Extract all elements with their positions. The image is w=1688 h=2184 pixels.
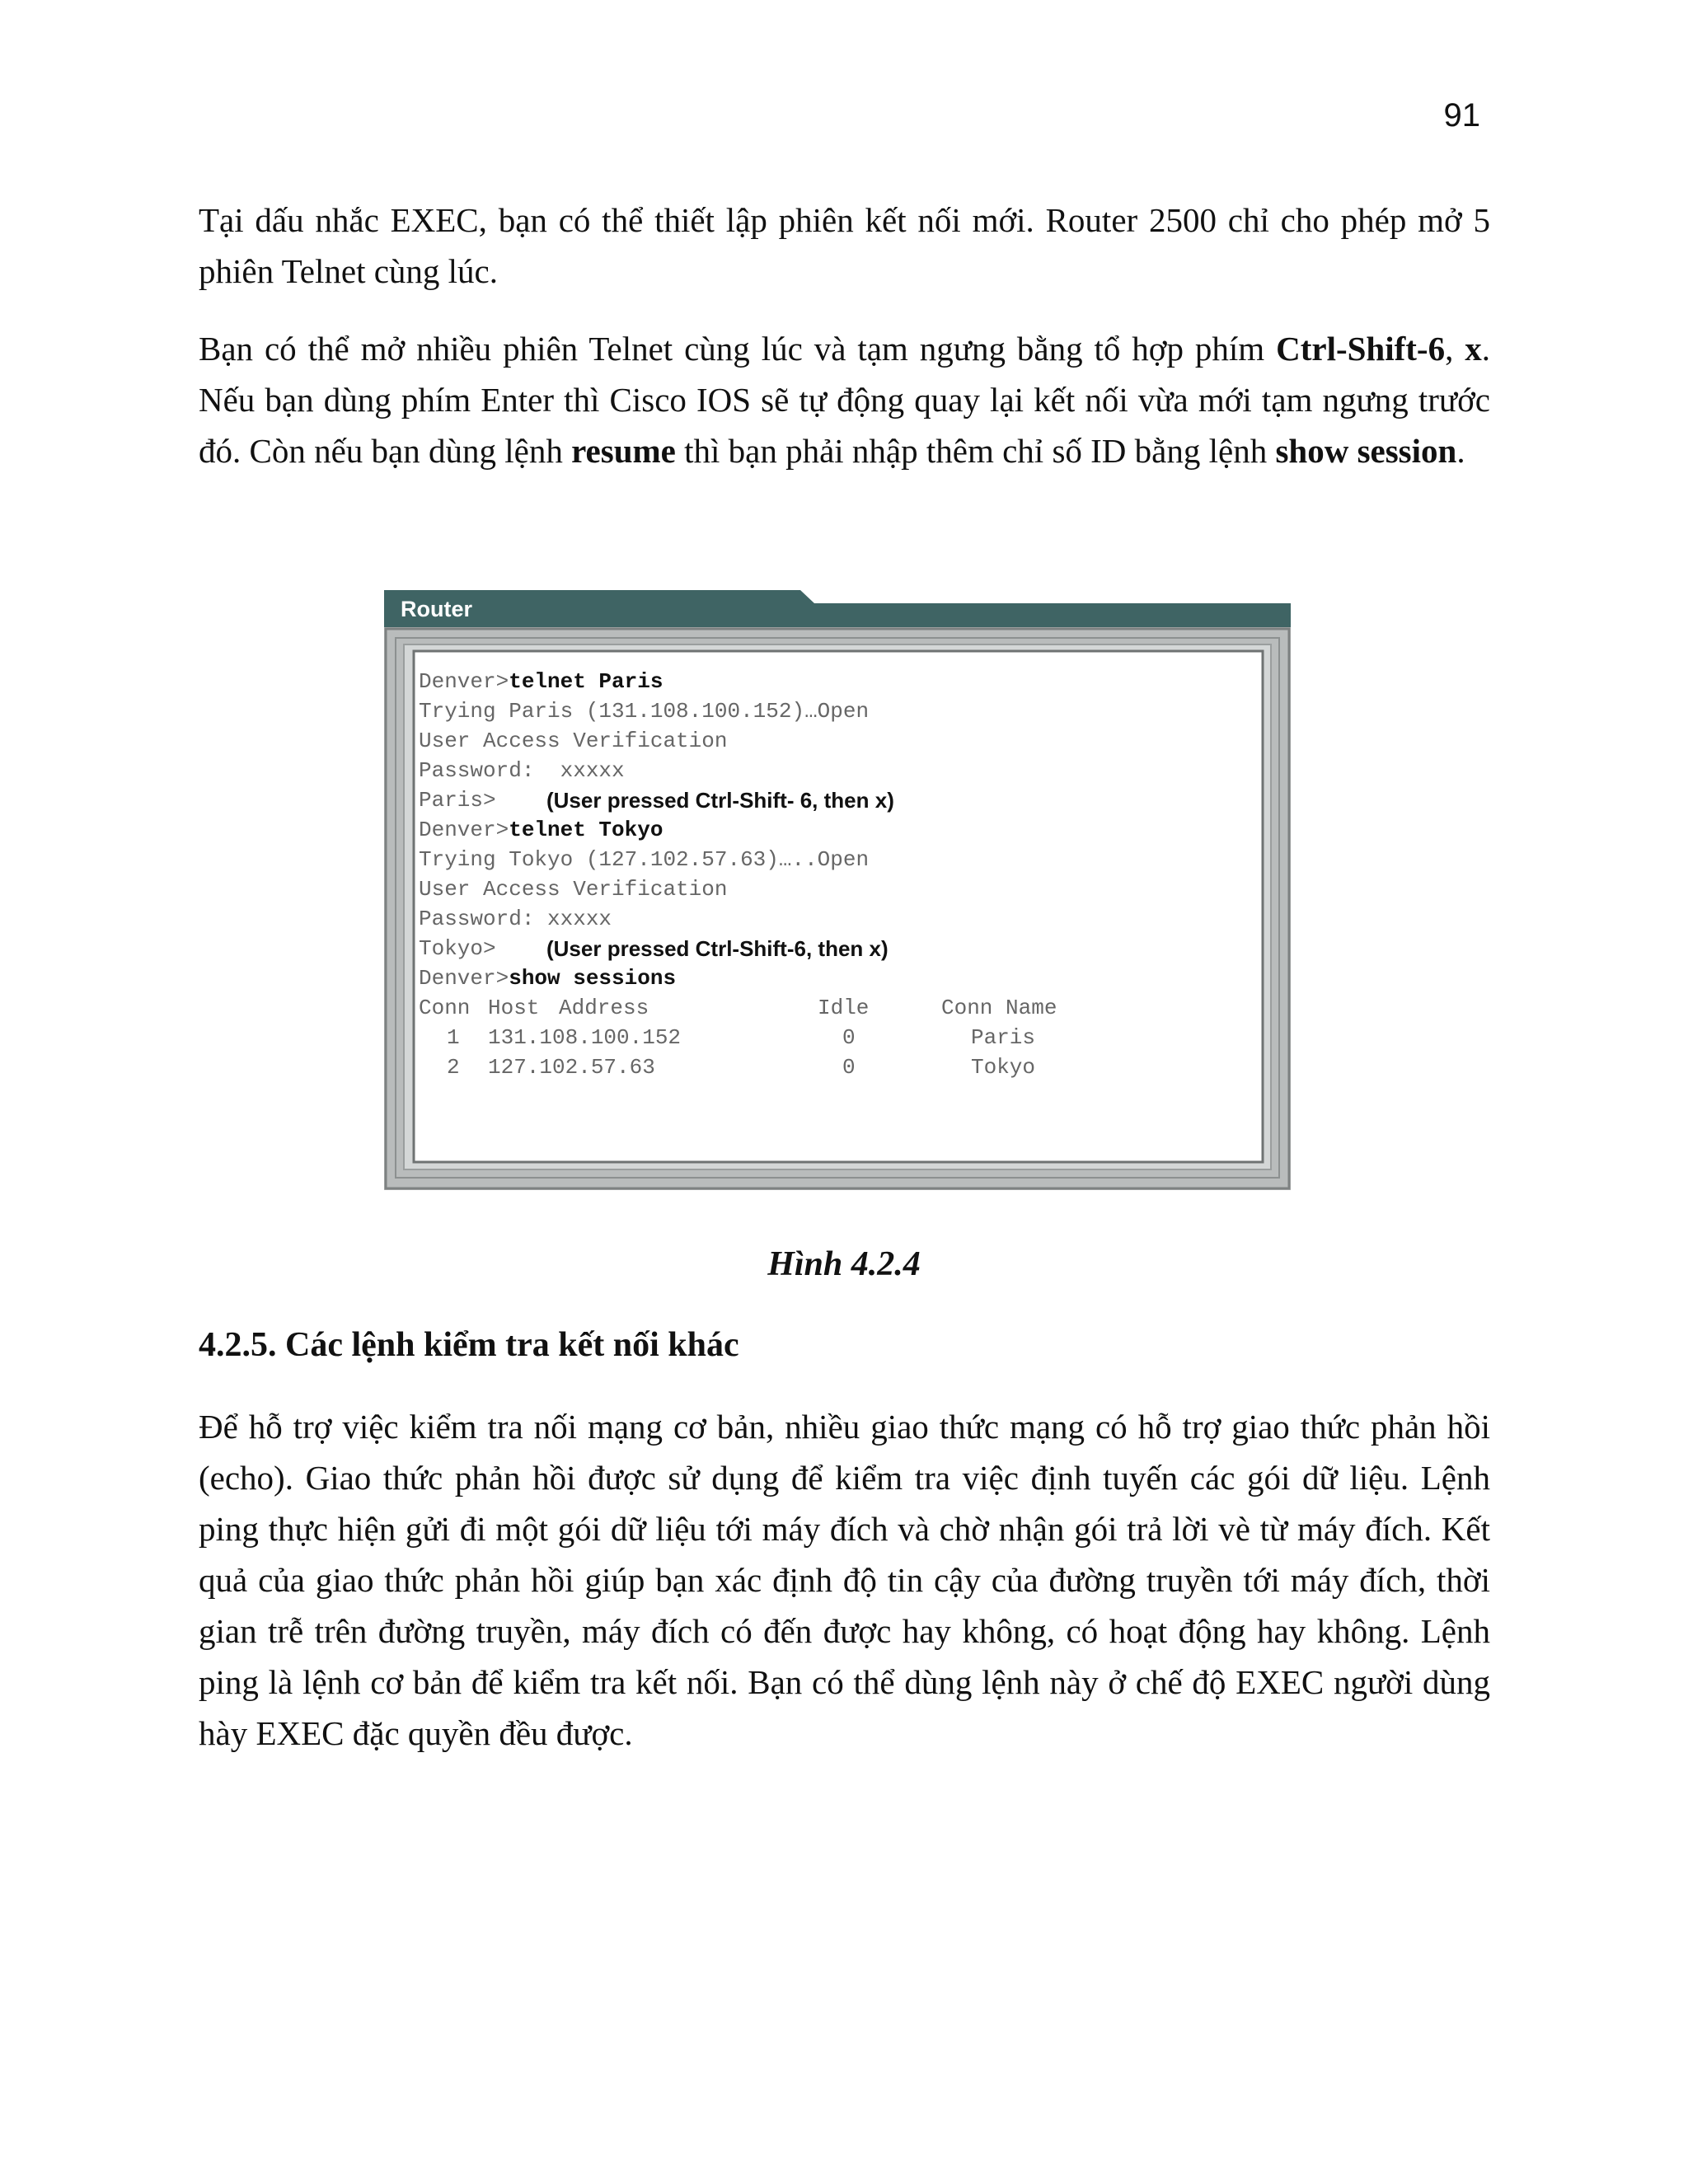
terminal-output xyxy=(419,653,1251,1164)
text-segment: . xyxy=(1456,432,1465,470)
terminal-line: User Access Verification xyxy=(419,729,728,753)
keys-ctrl-shift-6: Ctrl-Shift-6 xyxy=(1276,330,1446,368)
table-cell-idle: 0 xyxy=(842,1025,856,1050)
terminal-line: Tokyo> (User pressed Ctrl-Shift-6, then x) xyxy=(419,936,889,961)
command-resume: resume xyxy=(571,432,676,470)
table-header-conn-name: Conn Name xyxy=(941,996,1057,1020)
section-heading: 4.2.5. Các lệnh kiểm tra kết nối khác xyxy=(199,1326,739,1364)
table-cell-conn-name: Tokyo xyxy=(971,1055,1036,1080)
terminal-line: Trying Paris (131.108.100.152)…Open xyxy=(419,699,870,724)
text-separator: , xyxy=(1445,330,1465,368)
table-header-conn: Conn xyxy=(419,996,471,1020)
user-action-note: (User pressed Ctrl-Shift-6, then x) xyxy=(546,936,889,961)
text-segment: . Nếu bạn dùng phím Enter thì Cisco IOS sẽ tự động quay lại kết nối vừa mới tạm ngưng trước đó. Còn nếu bạn dùng lệnh xyxy=(199,330,1490,470)
terminal-line: Paris> (User pressed Ctrl-Shift- 6, then x) xyxy=(419,788,894,813)
table-cell-address: 127.102.57.63 xyxy=(488,1055,655,1080)
terminal-line: Password: xxxxx xyxy=(419,758,625,783)
terminal-line: Denver>show sessions xyxy=(419,966,677,991)
paragraph-ping: Để hỗ trợ việc kiểm tra nối mạng cơ bản, nhiều giao thức mạng có hỗ trợ giao thức phản hồi (echo). Giao thức phản hồi được sử dụng để kiểm tra việc định tuyến các gói dữ liệu. Lệnh ping thực hiện gửi đi một gói dữ liệu tới máy đích và chờ nhận gói trả lời vè từ máy đích. Kết quả của giao thức phản hồi giúp bạn xác định độ tin cậy của đường truyền tới máy đích, thời gian trễ trên đường truyền, máy đích có đến được hay không, có hoạt động hay không. Lệnh ping là lệnh cơ bản để kiểm tra kết nối. Bạn có thể dùng lệnh này ở chế độ EXEC người dùng hày EXEC đặc quyền đều được. xyxy=(199,1408,1490,1752)
key-x: x xyxy=(1465,330,1482,368)
terminal-line: Password: xxxxx xyxy=(419,907,612,931)
paragraph-telnet-sessions xyxy=(199,323,1490,476)
terminal-line: Denver>telnet Tokyo xyxy=(419,818,663,842)
table-cell-conn: 1 xyxy=(447,1025,460,1050)
router-window xyxy=(384,590,1291,1190)
table-cell-idle: 0 xyxy=(842,1055,856,1080)
terminal-line: Trying Tokyo (127.102.57.63)…..Open xyxy=(419,847,870,872)
table-header-address: Address xyxy=(559,996,649,1020)
table-header-host: Host xyxy=(488,996,540,1020)
table-cell-conn-name: Paris xyxy=(971,1025,1036,1050)
command-show-session: show session xyxy=(1275,432,1457,470)
text-segment: thì bạn phải nhập thêm chỉ số ID bằng lệnh xyxy=(675,432,1276,470)
terminal-line: Denver>telnet Paris xyxy=(419,669,663,694)
table-header-idle: Idle xyxy=(818,996,870,1020)
paragraph-intro: Tại dấu nhắc EXEC, bạn có thể thiết lập phiên kết nối mới. Router 2500 chỉ cho phép mở 5 phiên Telnet cùng lúc. xyxy=(199,201,1490,290)
table-cell-address: 131.108.100.152 xyxy=(488,1025,682,1050)
page-number: 91 xyxy=(1443,97,1480,134)
router-title: Router xyxy=(401,597,472,621)
figure-caption: Hình 4.2.4 xyxy=(767,1245,921,1283)
terminal-line: User Access Verification xyxy=(419,877,728,902)
text-segment: Bạn có thể mở nhiều phiên Telnet cùng lúc và tạm ngưng bằng tổ hợp phím xyxy=(199,330,1277,368)
user-action-note: (User pressed Ctrl-Shift- 6, then x) xyxy=(546,788,894,813)
table-cell-conn: 2 xyxy=(447,1055,460,1080)
